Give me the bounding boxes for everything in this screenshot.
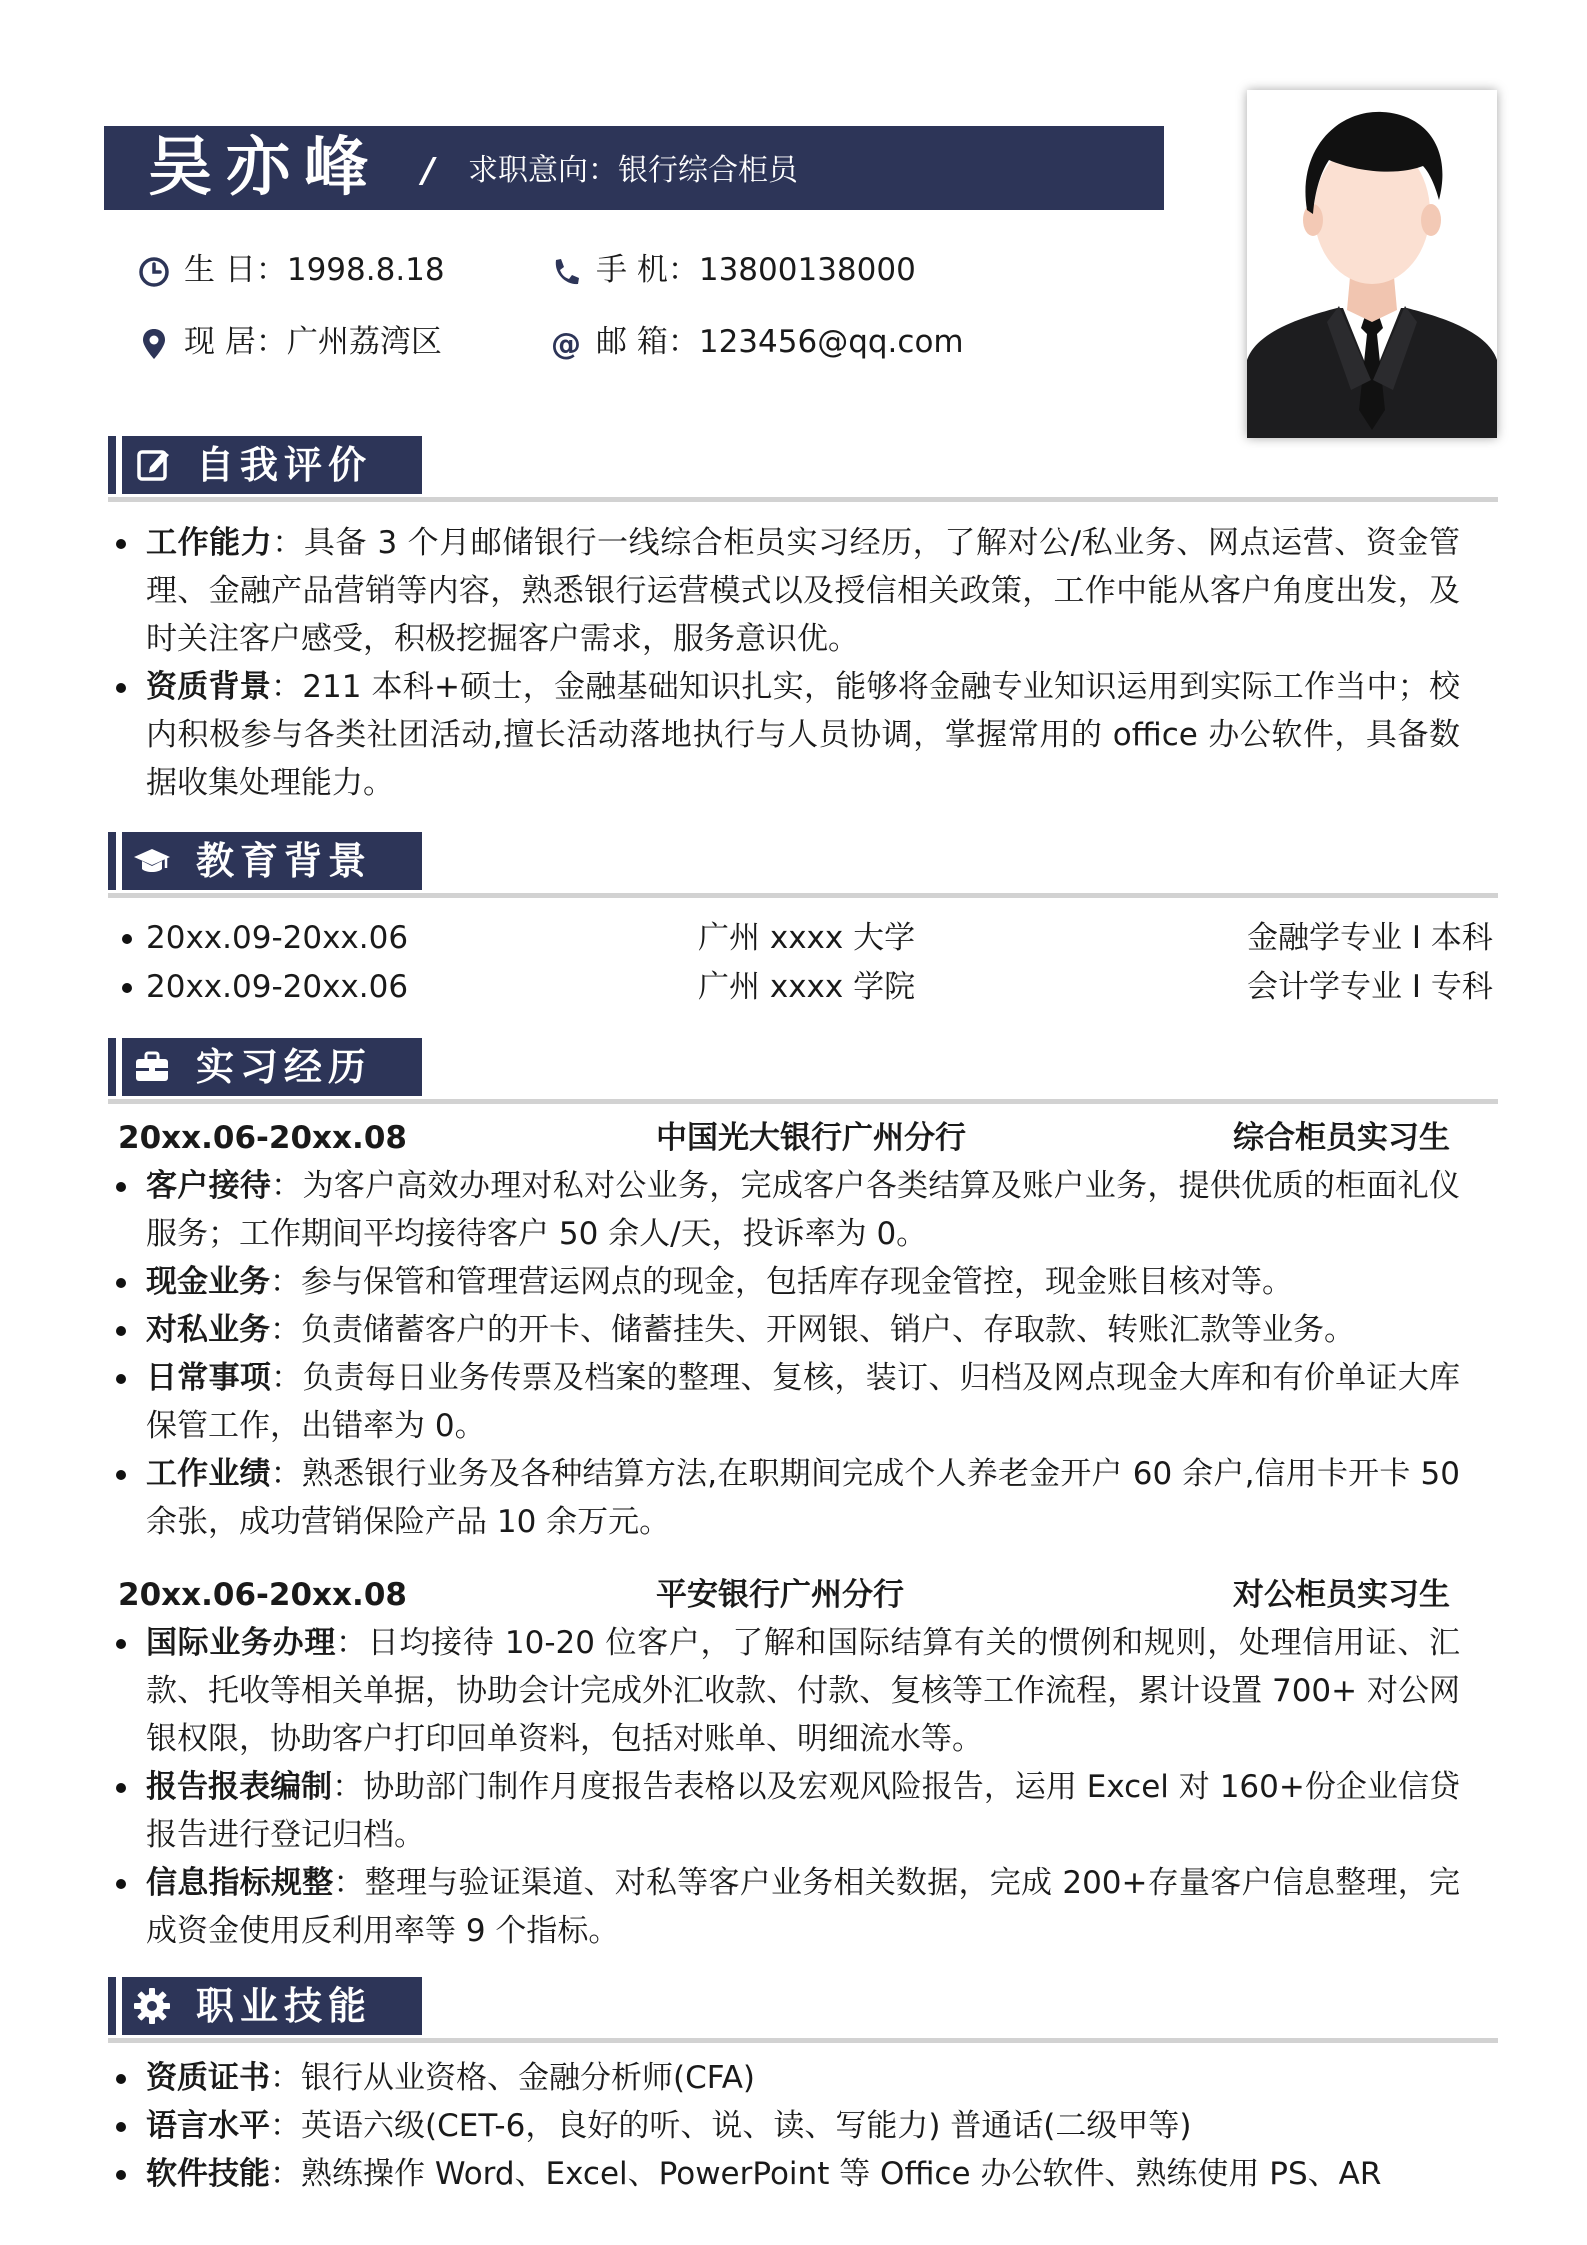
internship-item xyxy=(110,1859,1460,1955)
internship-header xyxy=(0,1571,1587,1619)
item-label: 语言水平 xyxy=(146,2108,270,2144)
graduation-cap-icon xyxy=(132,841,172,881)
item-label: 信息指标规整 xyxy=(146,1865,334,1901)
email-value[interactable]: 123456@qq.com xyxy=(698,324,964,360)
birth-value: 1998.8.18 xyxy=(286,252,445,288)
phone-icon xyxy=(548,254,584,290)
candidate-name: 吴亦峰 xyxy=(148,131,382,205)
item-label: 工作业绩 xyxy=(146,1456,271,1492)
education-period: 20xx.09-20xx.06 xyxy=(146,969,409,1005)
location-pin-icon xyxy=(136,326,172,362)
bullet-dot xyxy=(116,1326,126,1336)
item-label: 现金业务 xyxy=(146,1264,270,1300)
info-birth xyxy=(136,248,445,292)
bullet-dot xyxy=(116,1182,126,1192)
item-text: ：英语六级(CET-6，良好的听、说、读、写能力) 普通话(二级甲等) xyxy=(270,2108,1192,2144)
item-text: ：熟悉银行业务及各种结算方法,在职期间完成个人养老金开户 60 余户,信用卡开卡 50 余张，成功营销保险产品 10 余万元。 xyxy=(146,1456,1460,1540)
section-title-skills: 职业技能 xyxy=(196,1984,373,2028)
item-label: 日常事项 xyxy=(146,1360,272,1396)
education-major: 会计学专业 I 专科 xyxy=(1247,969,1493,1005)
clock-icon xyxy=(136,254,172,290)
item-text: ：为客户高效办理对私对公业务，完成客户各类结算及账户业务，提供优质的柜面礼仪服务；工作期间平均接待客户 50 余人/天，投诉率为 0。 xyxy=(146,1168,1460,1252)
item-label: 工作能力 xyxy=(146,525,273,561)
skill-item xyxy=(110,2102,1460,2150)
info-residence xyxy=(136,320,442,364)
internship-role: 综合柜员实习生 xyxy=(1233,1120,1450,1156)
skill-item xyxy=(110,2150,1460,2198)
self-eval-item xyxy=(110,663,1460,807)
residence-label: 现 居： xyxy=(184,324,287,360)
education-school: 广州 xxxx 大学 xyxy=(698,920,916,956)
internship-item xyxy=(110,1354,1460,1450)
internship-item xyxy=(110,1162,1460,1258)
internship-item xyxy=(110,1763,1460,1859)
bullet-dot xyxy=(122,983,132,993)
email-label: 邮 箱： xyxy=(596,324,699,360)
profile-photo xyxy=(1247,90,1497,438)
residence-value: 广州荔湾区 xyxy=(286,324,442,360)
internship-period: 20xx.06-20xx.08 xyxy=(118,1577,407,1613)
edit-note-icon xyxy=(134,445,174,485)
education-school: 广州 xxxx 学院 xyxy=(698,969,916,1005)
bullet-dot xyxy=(116,539,126,549)
info-phone xyxy=(548,248,916,292)
briefcase-icon xyxy=(132,1047,172,1087)
gear-icon xyxy=(132,1986,172,2026)
section-title-self-eval: 自我评价 xyxy=(196,443,373,487)
job-target-label: 求职意向： xyxy=(468,153,618,188)
bullet-dot xyxy=(116,1374,126,1384)
item-text: ：整理与验证渠道、对私等客户业务相关数据，完成 200+存量客户信息整理，完成资金使用反利用率等 9 个指标。 xyxy=(146,1865,1460,1949)
item-text: ：负责储蓄客户的开卡、储蓄挂失、开网银、销户、存取款、转账汇款等业务。 xyxy=(270,1312,1355,1348)
item-label: 客户接待 xyxy=(146,1168,272,1204)
item-text: ：熟练操作 Word、Excel、PowerPoint 等 Office 办公软件、熟练使用 PS、AR xyxy=(270,2156,1382,2192)
item-label: 报告报表编制 xyxy=(146,1769,333,1805)
item-label: 资质背景 xyxy=(146,669,271,705)
section-rule xyxy=(108,893,1498,898)
item-label: 资质证书 xyxy=(146,2060,270,2096)
item-text: ：211 本科+硕士，金融基础知识扎实，能够将金融专业知识运用到实际工作当中；校内积极参与各类社团活动,擅长活动落地执行与人员协调，掌握常用的 office 办公软件，具备数据收集处理能力。 xyxy=(146,669,1460,801)
internship-item xyxy=(110,1306,1460,1354)
section-title-internship: 实习经历 xyxy=(196,1045,373,1089)
internship-company: 平安银行广州分行 xyxy=(656,1577,904,1613)
phone-value[interactable]: 13800138000 xyxy=(698,252,916,288)
bullet-dot xyxy=(116,1879,126,1889)
bullet-dot xyxy=(122,934,132,944)
name-separator: / xyxy=(422,151,435,191)
bullet-dot xyxy=(116,1639,126,1649)
job-target xyxy=(468,126,798,210)
phone-label: 手 机： xyxy=(596,252,699,288)
internship-item xyxy=(110,1619,1460,1763)
self-eval-item xyxy=(110,519,1460,663)
job-target-value: 银行综合柜员 xyxy=(618,153,798,188)
section-rule xyxy=(108,1099,1498,1104)
skill-item xyxy=(110,2054,1460,2102)
section-accent-stripe xyxy=(116,1038,122,1096)
item-text: ：负责每日业务传票及档案的整理、复核，装订、归档及网点现金大库和有价单证大库保管工作，出错率为 0。 xyxy=(146,1360,1460,1444)
section-rule xyxy=(108,497,1498,502)
item-text: ：具备 3 个月邮储银行一线综合柜员实习经历，了解对公/私业务、网点运营、资金管理、金融产品营销等内容，熟悉银行运营模式以及授信相关政策，工作中能从客户角度出发，及时关注客户感受，积极挖掘客户需求，服务意识优。 xyxy=(146,525,1461,657)
education-row xyxy=(0,963,1587,1011)
item-text: ：参与保管和管理营运网点的现金，包括库存现金管控，现金账目核对等。 xyxy=(270,1264,1293,1300)
info-email xyxy=(548,320,964,364)
bullet-dot xyxy=(116,683,126,693)
bullet-dot xyxy=(116,2074,126,2084)
svg-text:@: @ xyxy=(551,326,581,362)
education-major: 金融学专业 I 本科 xyxy=(1247,920,1493,956)
item-text: ：协助部门制作月度报告表格以及宏观风险报告，运用 Excel 对 160+份企业信贷报告进行登记归档。 xyxy=(146,1769,1460,1853)
section-accent-stripe xyxy=(116,436,122,494)
education-period: 20xx.09-20xx.06 xyxy=(146,920,409,956)
bullet-dot xyxy=(116,1278,126,1288)
item-text: ：日均接待 10-20 位客户，了解和国际结算有关的惯例和规则，处理信用证、汇款、托收等相关单据，协助会计完成外汇收款、付款、复核等工作流程，累计设置 700+ 对公网银权限，协助客户打印回单资料，包括对账单、明细流水等。 xyxy=(146,1625,1460,1757)
section-rule xyxy=(108,2038,1498,2043)
item-text: ：银行从业资格、金融分析师(CFA) xyxy=(270,2060,756,2096)
bullet-dot xyxy=(116,2170,126,2180)
internship-item xyxy=(110,1258,1460,1306)
item-label: 国际业务办理 xyxy=(146,1625,337,1661)
internship-role: 对公柜员实习生 xyxy=(1233,1577,1450,1613)
internship-company: 中国光大银行广州分行 xyxy=(656,1120,966,1156)
section-accent-stripe xyxy=(116,1977,122,2035)
education-row xyxy=(0,914,1587,962)
internship-period: 20xx.06-20xx.08 xyxy=(118,1120,407,1156)
bullet-dot xyxy=(116,1783,126,1793)
at-sign-icon xyxy=(548,326,584,362)
internship-header xyxy=(0,1114,1587,1162)
section-accent-stripe xyxy=(116,832,122,890)
item-label: 对私业务 xyxy=(146,1312,270,1348)
bullet-dot xyxy=(116,2122,126,2132)
birth-label: 生 日： xyxy=(184,252,287,288)
avatar-illustration xyxy=(1247,90,1497,438)
item-label: 软件技能 xyxy=(146,2156,270,2192)
bullet-dot xyxy=(116,1470,126,1480)
section-title-education: 教育背景 xyxy=(196,839,373,883)
internship-item xyxy=(110,1450,1460,1546)
